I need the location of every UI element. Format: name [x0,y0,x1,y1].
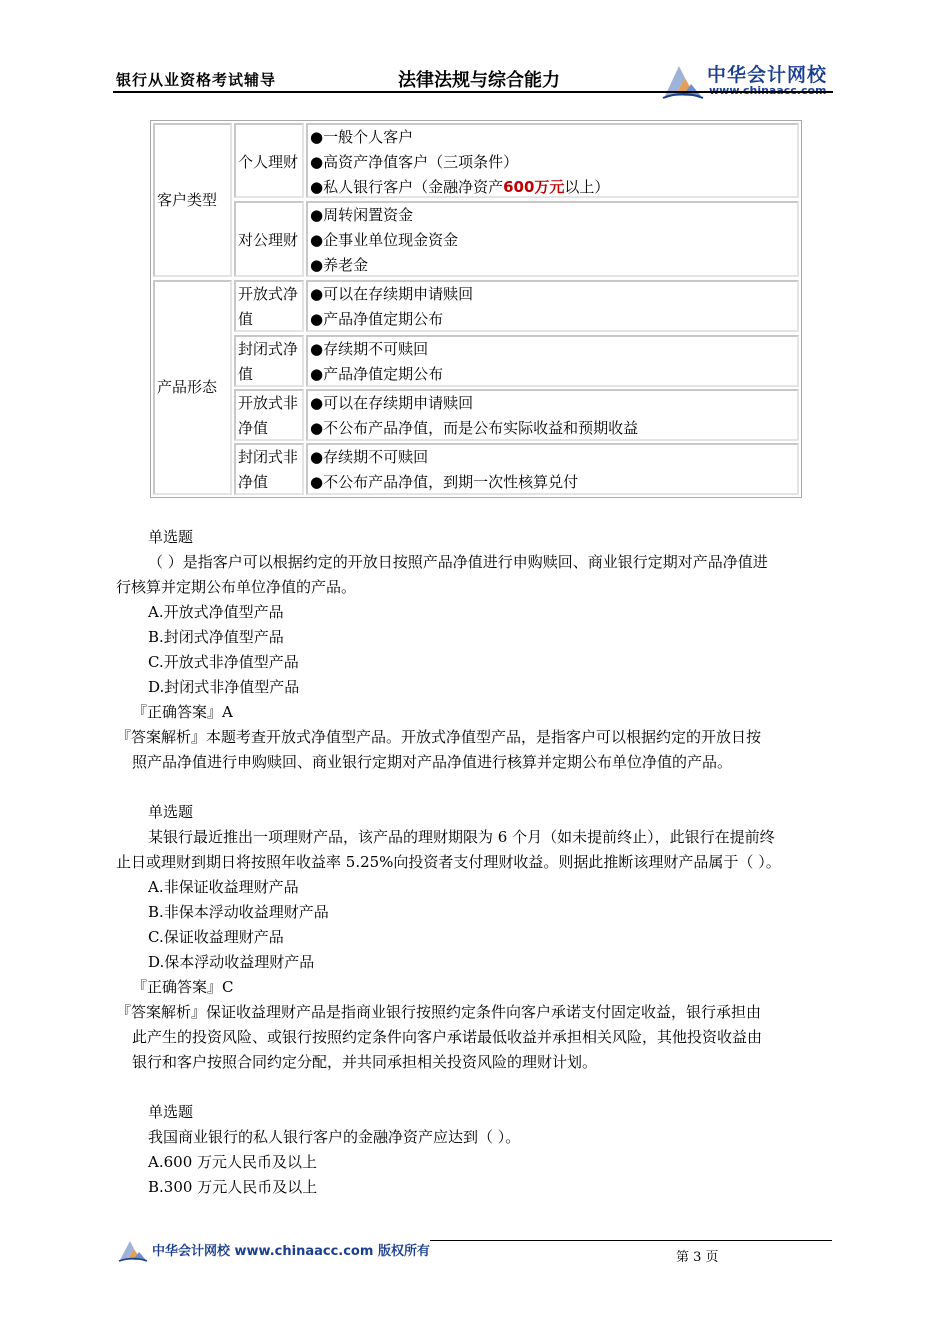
q1-option: D.封闭式非净值型产品 [148,678,300,696]
personal-label: 个人理财 [238,153,299,171]
q1-type: 单选题 [148,528,194,546]
q2-option: A.非保证收益理财产品 [148,878,299,896]
q2-analysis: 『答案解析』保证收益理财产品是指商业银行按照约定条件向客户承诺支付固定收益，银行承担由 [116,1003,762,1021]
logo-mark-icon [661,60,705,100]
cell-form-name: 封闭式非 净值 [234,443,304,495]
customer-type-label: 客户类型 [157,190,218,209]
q1-stem: 行核算并定期公布单位净值的产品。 [116,578,357,596]
list-item: ●存续期不可赎回 [310,340,429,358]
q1-stem: （ ）是指客户可以根据约定的开放日按照产品净值进行申购赎回、商业银行定期对产品净值进 [148,553,768,571]
list-item: ●不公布产品净值，到期一次性核算兑付 [310,473,579,491]
cell-form-items [306,389,799,441]
q3-type: 单选题 [148,1103,194,1121]
cell-personal-items [306,123,799,198]
header-logo [661,58,841,102]
cell-form-name: 开放式净 值 [234,280,304,332]
q3-option: A.600 万元人民币及以上 [148,1153,317,1171]
q2-option: B.非保本浮动收益理财产品 [148,903,329,921]
list-item: ●周转闲置资金 [310,206,414,224]
product-table [150,120,802,498]
q1-option: C.开放式非净值型产品 [148,653,299,671]
cell-corporate [234,201,304,277]
q2-option: D.保本浮动收益理财产品 [148,953,315,971]
q1-option: B.封闭式净值型产品 [148,628,284,646]
list-item: ●不公布产品净值，而是公布实际收益和预期收益 [310,419,639,437]
list-item: ●养老金 [310,256,369,274]
cell-product-form [153,280,232,495]
cell-corporate-items [306,201,799,277]
q2-stem: 止日或理财到期日将按照年收益率 5.25%向投资者支付理财收益。则据此推断该理财产品属于（ ）。 [116,853,781,871]
corporate-label: 对公理财 [238,231,299,249]
footer-rule [430,1240,832,1241]
q3-stem: 我国商业银行的私人银行客户的金融净资产应达到（ ）。 [148,1128,521,1146]
product-form-label: 产品形态 [157,378,218,396]
footer-text: 中华会计网校 www.chinaacc.com 版权所有 [152,1244,430,1259]
header-center-title: 法律法规与综合能力 [398,70,560,91]
cell-personal [234,123,304,198]
list-item: ●产品净值定期公布 [310,365,444,383]
q2-stem: 某银行最近推出一项理财产品，该产品的理财期限为 6 个月（如未提前终止），此银行在提前终 [148,828,775,846]
list-item: ●存续期不可赎回 [310,448,429,466]
list-item-private: ●私人银行客户（金融净资产600万元以上） [310,178,610,196]
q1-answer: 『正确答案』A [132,703,233,721]
list-item: ●企事业单位现金资金 [310,231,459,249]
list-item: ●高资产净值客户（三项条件） [310,153,519,171]
footer-logo [118,1238,438,1262]
q2-option: C.保证收益理财产品 [148,928,284,946]
header-left-title: 银行从业资格考试辅导 [116,71,277,89]
q3-option: B.300 万元人民币及以上 [148,1178,318,1196]
q1-option: A.开放式净值型产品 [148,603,284,621]
cell-form-name: 封闭式净 值 [234,335,304,387]
cell-form-name: 开放式非 净值 [234,389,304,441]
list-item: ●可以在存续期申请赎回 [310,394,474,412]
footer-logo-icon [118,1238,148,1262]
q1-analysis: 照产品净值进行申购赎回、商业银行定期对产品净值进行核算并定期公布单位净值的产品。 [132,753,733,771]
cell-form-items [306,443,799,495]
q1-analysis: 『答案解析』本题考查开放式净值型产品。开放式净值型产品，是指客户可以根据约定的开放日按 [116,728,762,746]
cell-form-items [306,280,799,332]
list-item: ●一般个人客户 [310,128,414,146]
cell-form-items [306,335,799,387]
highlight-amount: 600万元 [503,178,565,196]
page-number: 第 3 页 [676,1250,719,1265]
q2-type: 单选题 [148,803,194,821]
logo-name: 中华会计网校 [707,64,828,86]
list-item: ●产品净值定期公布 [310,310,444,328]
cell-customer-type [153,123,232,277]
q2-analysis: 银行和客户按照合同约定分配，并共同承担相关投资风险的理财计划。 [132,1053,598,1071]
q2-answer: 『正确答案』C [132,978,234,996]
q2-analysis: 此产生的投资风险、或银行按照约定条件向客户承诺最低收益并承担相关风险，其他投资收益由 [132,1028,763,1046]
header-rule [113,91,833,93]
list-item: ●可以在存续期申请赎回 [310,285,474,303]
page-header [0,0,950,100]
